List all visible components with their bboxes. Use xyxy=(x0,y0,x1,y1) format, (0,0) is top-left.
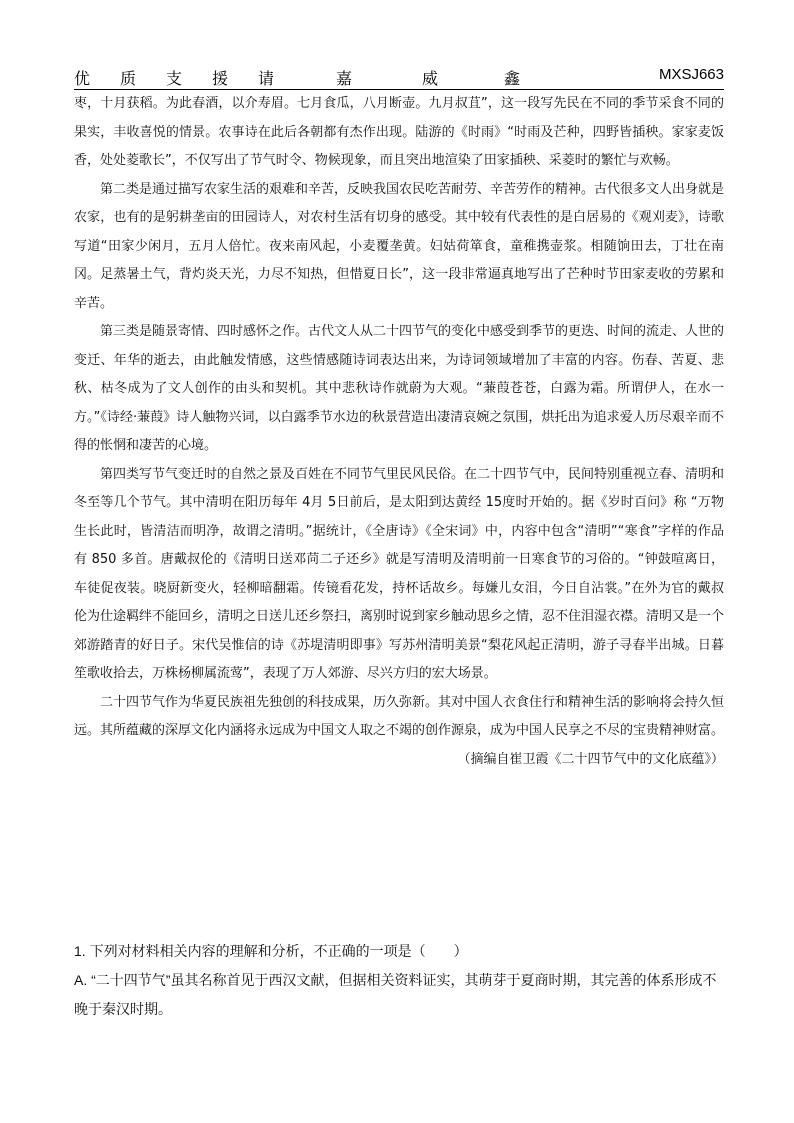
paragraph: 第三类是随景寄情、四时感怀之作。古代文人从二十四节气的变化中感受到季节的更迭、时间的流走、人世的变迁、年华的逝去，由此触发情感，这些情感随诗词表达出来，为诗词领域增加了丰富的内容。伤春、苦夏、悲秋、枯冬成为了文人创作的由头和契机。其中悲秋诗作就蔚为大观。“蒹葭苍苍，白露为霜。所谓伊人，在水一方。”《诗经·蒹葭》诗人触物兴词，以白露季节水边的秋景营造出凄清哀婉之氛围，烘托出为追求爱人历尽艰辛而不得的怅惘和凄苦的心境。 xyxy=(74,324,725,453)
header-char: 援 xyxy=(212,69,229,88)
question-stem: 1. 下列对材料相关内容的理解和分析，不正确的一项是（ ） xyxy=(74,943,468,959)
paragraph: 枣，十月获稻。为此春酒，以介寿眉。七月食瓜，八月断壶。九月叔苴”，这一段写先民在不同的季节采食不同的果实，丰收喜悦的情景。农事诗在此后各朝都有杰作出现。陆游的《时雨》“时雨及芒种，四野皆插秧。家家麦饭香，处处菱歌长”，不仅写出了节气时令、物候现象，而且突出地渲染了田家插秧、采菱时的繁忙与欢畅。 xyxy=(74,96,724,168)
paragraph: 二十四节气作为华夏民族祖先独创的科技成果，历久弥新。其对中国人衣食住行和精神生活的影响将会持久恒远。其所蕴藏的深厚文化内涵将永远成为中国文人取之不竭的创作源泉，成为中国人民享之不尽的宝贵精神财富。 xyxy=(74,694,725,738)
page-header xyxy=(74,64,724,88)
header-char: 支 xyxy=(166,69,183,88)
header-char: 优 xyxy=(74,69,91,88)
header-char: 嘉 xyxy=(336,69,353,88)
paragraph: 第四类写节气变迁时的自然之景及百姓在不同节气里民风民俗。在二十四节气中，民间特别重视立春、清明和冬至等几个节气。其中清明在阳历每年 4月 5日前后，是太阳到达黄经 15度时开始的。据《岁时百问》称 “万物生长此时，皆清洁而明净，故谓之清明。”据统计，《全唐诗》《全宋词》中，内容中包含“清明”“寒食”字样的作品有 850 多首。唐戴叔伦的《清明日送邓苘二子还乡》就是写清明及清明前一日寒食节的习俗的。“钟鼓喧离日，车徒促夜装。晓厨新变火，轻柳暗翻霜。传镜看花发，持杯话故乡。每嫌儿女泪，今日自沾裳。”在外为官的戴叔伦为仕途羁绊不能回乡，清明之日送儿还乡祭扫，离别时说到家乡触动思乡之情，忍不住泪湿衣襟。清明又是一个郊游踏青的好日子。宋代吴惟信的诗《苏堤清明即事》写苏州清明美景“梨花风起正清明，游子寻春半出城。日暮笙歌收拾去，万株杨柳属流莺”，表现了万人郊游、尽兴方归的宏大场景。 xyxy=(74,466,725,681)
header-char: 鑫 xyxy=(504,69,521,88)
source-citation: （摘编自崔卫霞《二十四节气中的文化底蕴》） xyxy=(457,751,724,767)
header-char: 请 xyxy=(258,69,275,88)
header-char: 质 xyxy=(120,69,137,88)
document-code: MXSJ663 xyxy=(658,66,724,83)
paragraph: 第二类是通过描写农家生活的艰难和辛苦，反映我国农民吃苦耐劳、辛苦劳作的精神。古代很多文人出身就是农家，也有的是躬耕垄亩的田园诗人，对农村生活有切身的感受。其中较有代表性的是白居易的《观刈麦》，诗歌写道“田家少闲月，五月人倍忙。夜来南风起，小麦覆垄黄。妇姑荷箪食，童稚携壶浆。相随饷田去，丁壮在南冈。足蒸暑土气，背灼炎天光，力尽不知热，但惜夏日长”，这一段非常逼真地写出了芒种时节田家麦收的劳累和辛苦。 xyxy=(74,181,725,311)
option-a: A. “二十四节气”虽其名称首见于西汉文献，但据相关资料证实，其萌芽于夏商时期，其完善的体系形成不晚于秦汉时期。 xyxy=(74,972,717,1017)
article-body xyxy=(74,90,724,774)
header-char: 威 xyxy=(422,69,439,88)
question-block xyxy=(74,937,724,1024)
